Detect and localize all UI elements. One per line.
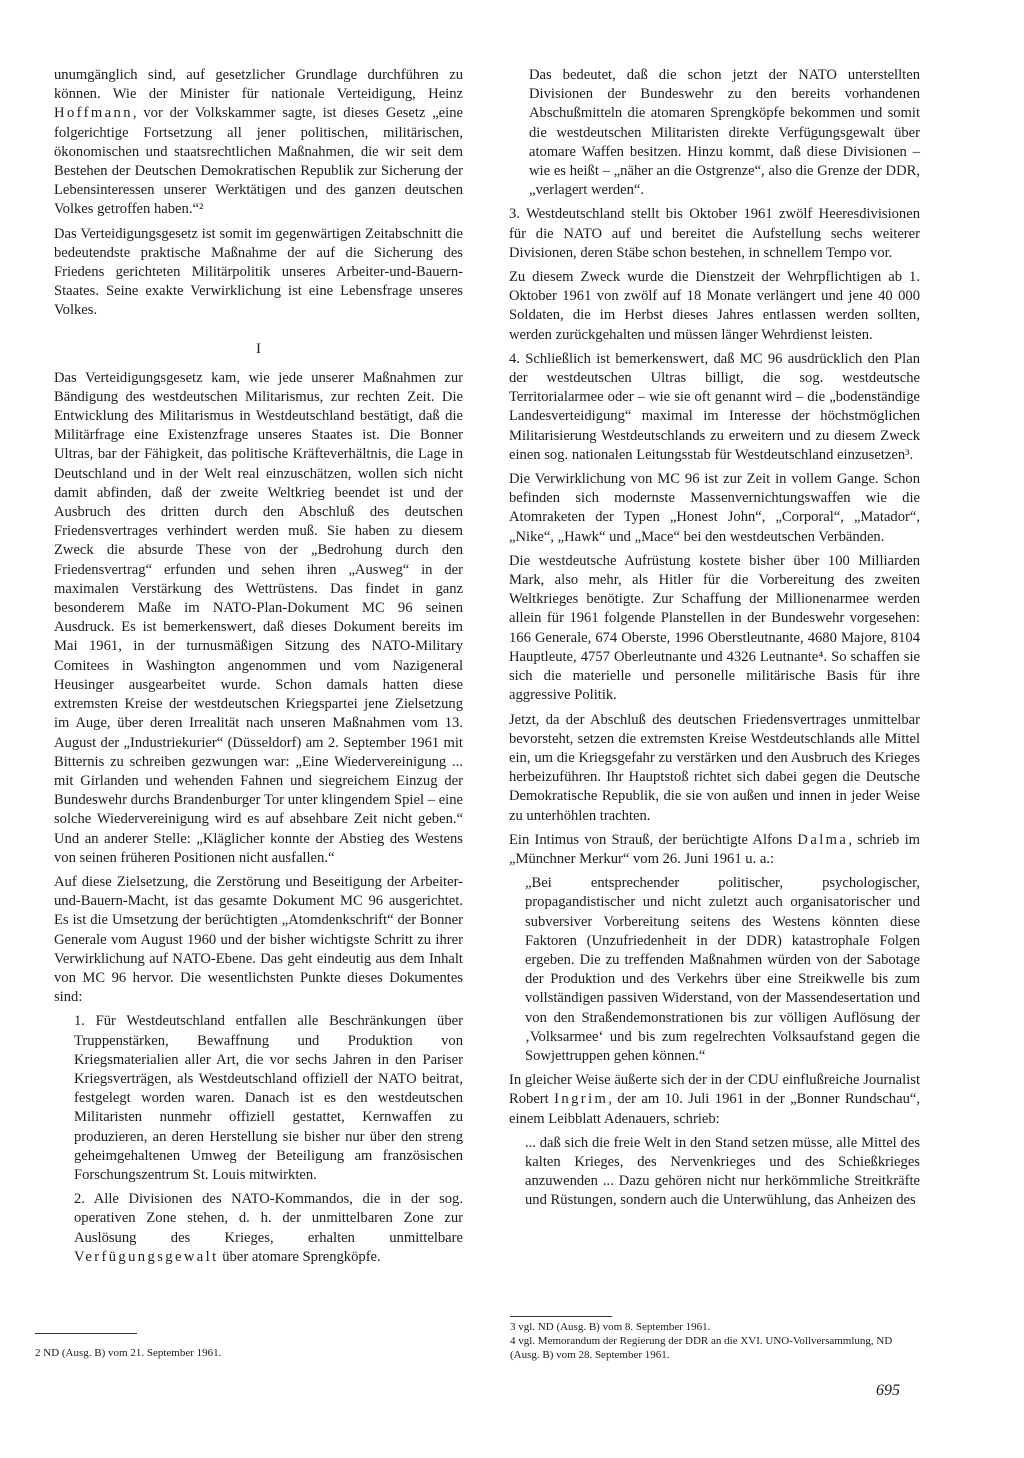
block-quote: „Bei entsprechender politischer, psychologischer, propagandistischer und nicht zuletzt auch organisatorischer und subversiver Vorbereitung seitens des Westens könnten diese Faktoren (Unzufriedenheit in der DDR) katastrophale Folgen ergeben. Die zu treffenden Maßnahmen würden von der Sabotage der Produktion und des Verkehrs über eine Streikwelle bis zum vollständigen passiven Widerstand, von der Massendesertation und von den Straßendemonstrationen bis zur völligen Auflösung der ‚Volksarmee‘ und bis zum regelrechten Volksaufstand gegen die Sowjettruppen gehen können.“ — [525, 875, 920, 1064]
footnote: 2 ND (Ausg. B) vom 21. September 1961. — [35, 1347, 222, 1359]
footnote-rule — [510, 1316, 612, 1317]
paragraph: Die westdeutsche Aufrüstung kostete bisher über 100 Milliarden Mark, also mehr, als Hitler für die Vorbereitung des zweiten Weltkrieges benötigte. Zur Schaffung der Millionenarmee werden allein für 1961 folgende Planstellen in der Bundeswehr vorgesehen: 166 Generale, 674 Oberste, 1996 Oberstleutnante, 4680 Majore, 8104 Hauptleute, 4757 Oberleutnante und 4326 Leutnante⁴. So schaffen sie sich die materielle und personelle militärische Basis für ihre aggressive Politik. — [509, 552, 920, 704]
paragraph — [509, 831, 920, 869]
list-item: 1. Für Westdeutschland entfallen alle Beschränkungen über Truppenstärken, Bewaffnung und Produktion von Kriegsmaterialien aller Art, die vor sechs Jahren in den Pariser Kriegsverträgen, als Westdeutschland offiziell der NATO beitrat, festgelegt worden waren. Danach ist es den westdeutschen Militaristen nunmehr offiziell gestattet, Kernwaffen zu produzieren, an deren Herstellung sie bisher nur über den streng geheimgehaltenen Umweg der Beteiligung am französischen Forschungszentrum St. Louis mitwirkten. — [74, 1013, 463, 1183]
paragraph: Die Verwirklichung von MC 96 ist zur Zeit in vollem Gange. Schon befinden sich modernste Massenvernichtungswaffen wie die Atomraketen der Typen „Honest John“, „Corporal“, „Matador“, „Nike“, „Hawk“ und „Mace“ bei den westdeutschen Verbänden. — [509, 471, 920, 545]
spaced-term: Verfügungsgewalt — [74, 1248, 219, 1265]
list-item — [74, 1190, 463, 1267]
text: Ein Intimus von Strauß, der berüchtigte Alfons — [509, 831, 793, 848]
spaced-name: Dalma — [797, 831, 849, 848]
text: über atomare Sprengköpfe. — [218, 1248, 381, 1265]
page-number: 695 — [876, 1382, 900, 1399]
footnote: 4 vgl. Memorandum der Regierung der DDR an die XVI. UNO-Vollversammlung, ND (Ausg. B) vom 28. September 1961. — [510, 1335, 893, 1361]
list-item: 4. Schließlich ist bemerkenswert, daß MC 96 ausdrücklich den Plan der westdeutschen Ultras billigt, die sog. westdeutsche Territorialarmee oder – wie sie oft genannt wird – die „bodenständige Landesverteidigung“ maximal im Interesse der höchstmöglichen Militarisierung Westdeutschlands zu erweitern und zu diesem Zweck einen sog. nationalen Leitungsstab für Westdeutschland einzusetzen³. — [509, 350, 920, 463]
paragraph — [509, 1071, 920, 1129]
right-column — [509, 66, 920, 1216]
text: , schrieb im „Münchner Merkur“ vom 26. Juni 1961 u. a.: — [509, 831, 920, 867]
paragraph: Das Verteidigungsgesetz kam, wie jede unserer Maßnahmen zur Bändigung des westdeutschen Militarismus, zur rechten Zeit. Die Entwicklung des Militarismus in Westdeutschland bestätigt, daß die Militärfrage eine Existenzfrage unseres Staates ist. Die Bonner Ultras, bar der Fähigkeit, das politische Kräfteverhältnis, die Lage in Deutschland und in der Welt real einzuschätzen, wollen sich nicht damit abfinden, daß der zweite Weltkrieg beendet ist und der Ausbruch des dritten durch den Abschluß des deutschen Friedensvertrages verhindert werden muß. Sie haben zu diesem Zweck die absurde These von der „Bedrohung durch den Friedensvertrag“ erfunden und sehen ihren „Ausweg“ in der maximalen Verstärkung des Wettrüstens. Das findet in ganz besonderem Maße im NATO-Plan-Dokument MC 96 seinen Ausdruck. Es ist bemerkenswert, daß dieses Dokument bereits im Mai 1961, in der turnusmäßigen Sitzung des NATO-Military Comitees in Washington angenommen und vom Nazigeneral Heusinger ausgearbeitet wurde. Schon damals hatten diese extremsten Kreise der westdeutschen Kriegspartei jene Zielsetzung im Auge, über deren Irrealität nach unseren Maßnahmen vom 13. August der „Industriekurier“ (Düsseldorf) am 2. September 1961 mit Bitternis zu schreiben gezwungen war: „Eine Wiedervereinigung ... mit Girlanden und wehenden Fahnen und siegreichem Einzug der Bundeswehr durchs Brandenburger Tor unter klingendem Spiel – eine solche Wiedervereinigung wird es auf absehbare Zeit nicht geben.“ Und an anderer Stelle: „Kläglicher konnte der Abstieg des Westens von seinen früheren Positionen nicht ausfallen.“ — [54, 369, 463, 866]
paragraph: Zu diesem Zweck wurde die Dienstzeit der Wehrpflichtigen ab 1. Oktober 1961 von zwölf auf 18 Monate verlängert und jene 40 000 Soldaten, die im Herbst dieses Jahres entlassen werden sollten, werden zurückgehalten und müssen länger Wehrdienst leisten. — [509, 269, 920, 343]
paragraph — [54, 66, 463, 220]
text: , der am 10. Juli 1961 in der „Bonner Rundschau“, einem Leibblatt Adenauers, schrieb: — [509, 1091, 920, 1127]
paragraph: Jetzt, da der Abschluß des deutschen Friedensvertrages unmittelbar bevorsteht, setzen die extremsten Kreise Westdeutschlands alle Mittel ein, um die Kriegsgefahr zu verstärken und den Ausbruch des Krieges herbeizuführen. Ihr Hauptstoß richtet sich dabei gegen die Deutsche Demokratische Republik, die sie von außen und innen in jeder Weise zu unterhöhlen trachten. — [509, 711, 920, 824]
paragraph: Das Verteidigungsgesetz ist somit im gegenwärtigen Zeitabschnitt die bedeutendste praktische Maßnahme der auf die Sicherung des Friedens gerichteten Militärpolitik unseres Arbeiter-und-Bauern-Staates. Seine exakte Verwirklichung ist eine Lebensfrage unseres Volkes. — [54, 225, 463, 319]
text: In gleicher Weise äußerte sich der in der CDU einflußreiche Journalist Robert — [509, 1072, 920, 1108]
footnote-rule — [35, 1333, 137, 1334]
list-item: 3. Westdeutschland stellt bis Oktober 1961 zwölf Heeresdivisionen für die NATO auf und bereitet die Aufstellung sechs weiterer Divisionen, deren Stäbe schon bestehen, in schnellem Tempo vor. — [509, 206, 920, 261]
left-column — [54, 66, 463, 1272]
footnotes-right — [510, 1320, 910, 1362]
footnote: 3 vgl. ND (Ausg. B) vom 8. September 1961. — [510, 1321, 711, 1333]
paragraph: Auf diese Zielsetzung, die Zerstörung und Beseitigung der Arbeiter-und-Bauern-Macht, ist das gesamte Dokument MC 96 ausgerichtet. Es ist die Umsetzung der berüchtigten „Atomdenkschrift“ der Bonner Generale vom August 1960 und der bisher wichtigste Schritt zu ihrer Verwirklichung auf NATO-Ebene. Das geht eindeutig aus dem Inhalt von MC 96 hervor. Die wesentlichsten Punkte dieses Dokumentes sind: — [54, 873, 463, 1006]
paragraph: Das bedeutet, daß die schon jetzt der NATO unterstellten Divisionen der Bundeswehr zu den bereits vorhandenen Abschußmitteln die atomaren Sprengköpfe bekommen und somit die westdeutschen Militaristen direkte Verfügungsgewalt über atomare Waffen besitzen. Hinzu kommt, daß diese Divisionen – wie es heißt – „näher an die Ostgrenze“, also die Grenze der DDR, „verlagert werden“. — [529, 67, 920, 199]
text: , vor der Volkskammer sagte, ist dieses Gesetz „eine folgerichtige Fortsetzung all jener politischen, militärischen, ökonomischen und staatsrechtlichen Maßnahmen, die wir seit dem Bestehen der Deutschen Demokratischen Republik zur Sicherung der Lebensinteressen unserer Werktätigen und des ganzen deutschen Volkes getroffen haben.“² — [54, 105, 463, 218]
spaced-name: Hoffmann — [54, 105, 133, 122]
spaced-name: Ingrim — [554, 1091, 609, 1108]
section-heading: I — [256, 340, 261, 357]
text: unumgänglich sind, auf gesetzlicher Grundlage durchführen zu können. Wie der Minister für nationale Verteidigung, Heinz — [54, 67, 463, 103]
text: 2. Alle Divisionen des NATO-Kommandos, die in der sog. operativen Zone stehen, d. h. der unmittelbaren Zone zur Auslösung des Krieges, erhalten unmittelbare — [74, 1191, 463, 1246]
block-quote: ... daß sich die freie Welt in den Stand setzen müsse, alle Mittel des kalten Krieges, des Nervenkrieges und des Schießkrieges anzuwenden ... Dazu gehören nicht nur herkömmliche Streitkräfte und Rüstungen, sondern auch die Unterwühlung, das Anheizen des — [525, 1134, 920, 1209]
